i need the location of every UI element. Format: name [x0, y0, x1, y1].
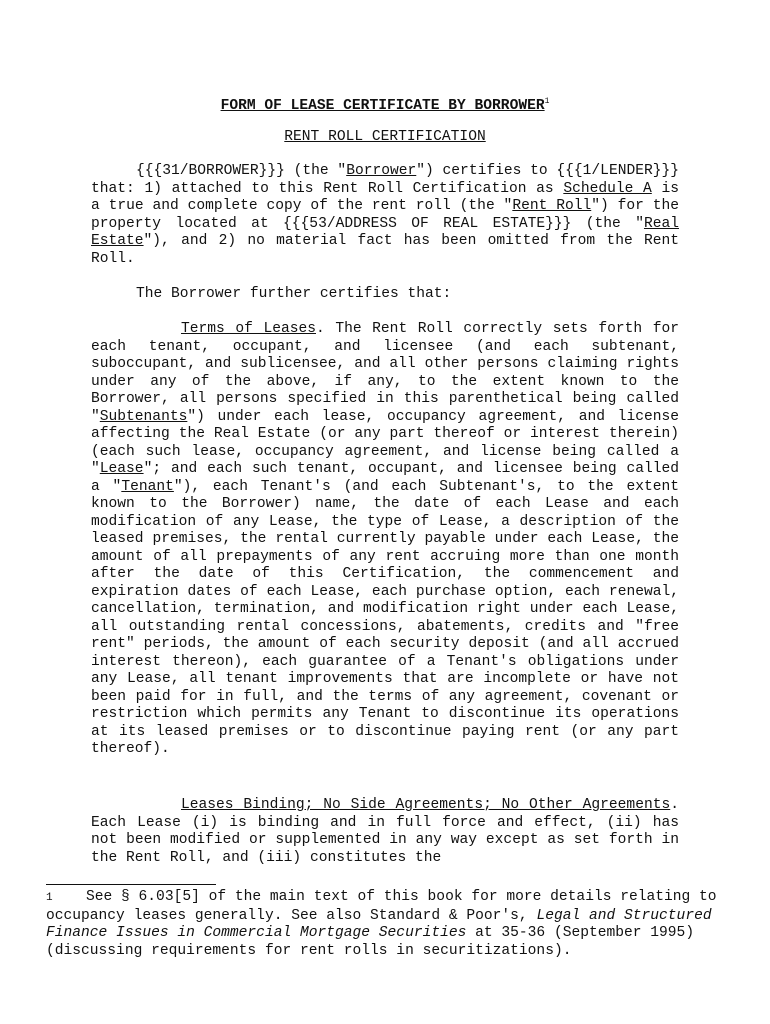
title-text: FORM OF LEASE CERTIFICATE BY BORROWER	[220, 97, 545, 114]
text-run: "), and 2) no material fact has been omitted from the Rent Roll.	[91, 233, 679, 267]
defined-term-real-estate: Real Estate	[91, 215, 679, 249]
section-heading-terms-of-leases: Terms of Leases	[181, 321, 316, 337]
text-run: "; and each such tenant, occupant, and licensee being called a "	[91, 461, 679, 495]
title-footnote-ref: 1	[544, 97, 550, 106]
defined-term-borrower: Borrower	[346, 163, 417, 179]
text-run: {{{31/BORROWER}}} (the "	[136, 163, 347, 179]
document-title	[91, 93, 679, 115]
text-run: See § 6.03[5] of the main text of this book for more details relating to occupancy leases generally. See also Standard & Poor's,	[46, 889, 717, 924]
text-run: . The Rent Roll correctly sets forth for each tenant, occupant, and licensee (and each subtenant, suboccupant, and sublicensee, and all other persons claiming rights under any of the above, if any, to the extent known to the Borrower, all persons specified in this parenthetical being called "	[91, 321, 679, 425]
text-run: is a true and complete copy of the rent roll (the "	[91, 180, 679, 214]
footnote-citation-title: Legal and Structured Finance Issues in Commercial Mortgage Securities	[46, 907, 712, 941]
text-run: "), each Tenant's (and each Subtenant's, to the extent known to the Borrower) name, the date of each Lease and each modification of any Lease, the type of Lease, a description of the leased premises, the rental currently payable under each Lease, the amount of all prepayments of any rent accruing more than one month after the date of this Certification, the commencement and expiration dates of each Lease, each purchase option, each renewal, cancellation, termination, and modification right under each Lease, all outstanding rental concessions, abatements, credits and "free rent" periods, the amount of each security deposit (and all accrued interest thereon), each guarantee of a Tenant's obligations under any Lease, all tenant improvements that are incomplete or have not been paid for in full, and the terms of any agreement, covenant or restriction which permits any Tenant to discontinue its operations at its leased premises or to discontinue paying rent (or any part thereof).	[91, 478, 679, 757]
section-heading-leases-binding: Leases Binding; No Side Agreements; No Other Agreements	[181, 797, 671, 813]
defined-term-lease: Lease	[99, 461, 144, 477]
text-run: . Each Lease (i) is binding and in full force and effect, (ii) has not been modified or supplemented in any way except as set forth in the Rent Roll, and (iii) constitutes the	[91, 797, 679, 866]
text-run: ") for the property located at {{{53/ADDRESS OF REAL ESTATE}}} (the "	[91, 198, 679, 232]
footnote-separator	[46, 884, 216, 885]
defined-term-tenant: Tenant	[121, 478, 174, 495]
footnote	[46, 889, 718, 960]
document-subtitle: RENT ROLL CERTIFICATION	[284, 129, 486, 145]
text-run: at 35-36 (September 1995) (discussing requirements for rent rolls in securitizations).	[46, 925, 695, 959]
defined-term-subtenants: Subtenants	[99, 408, 188, 425]
text-run: ") certifies to {{{1/LENDER}}} that: 1) attached to this Rent Roll Certification as	[91, 163, 680, 197]
leases-binding-paragraph	[91, 797, 679, 867]
text-run: ") under each lease, occupancy agreement, and license affecting the Real Estate (or any part thereof or interest therein) (each such lease, occupancy agreement, and license being called a "	[91, 408, 679, 477]
schedule-a-reference: Schedule A	[563, 180, 652, 197]
defined-term-rent-roll: Rent Roll	[512, 198, 592, 214]
terms-of-leases-paragraph	[91, 321, 679, 759]
certification-paragraph	[91, 163, 679, 268]
footnote-mark: 1	[46, 892, 53, 904]
further-certifies-paragraph: The Borrower further certifies that:	[136, 286, 452, 302]
